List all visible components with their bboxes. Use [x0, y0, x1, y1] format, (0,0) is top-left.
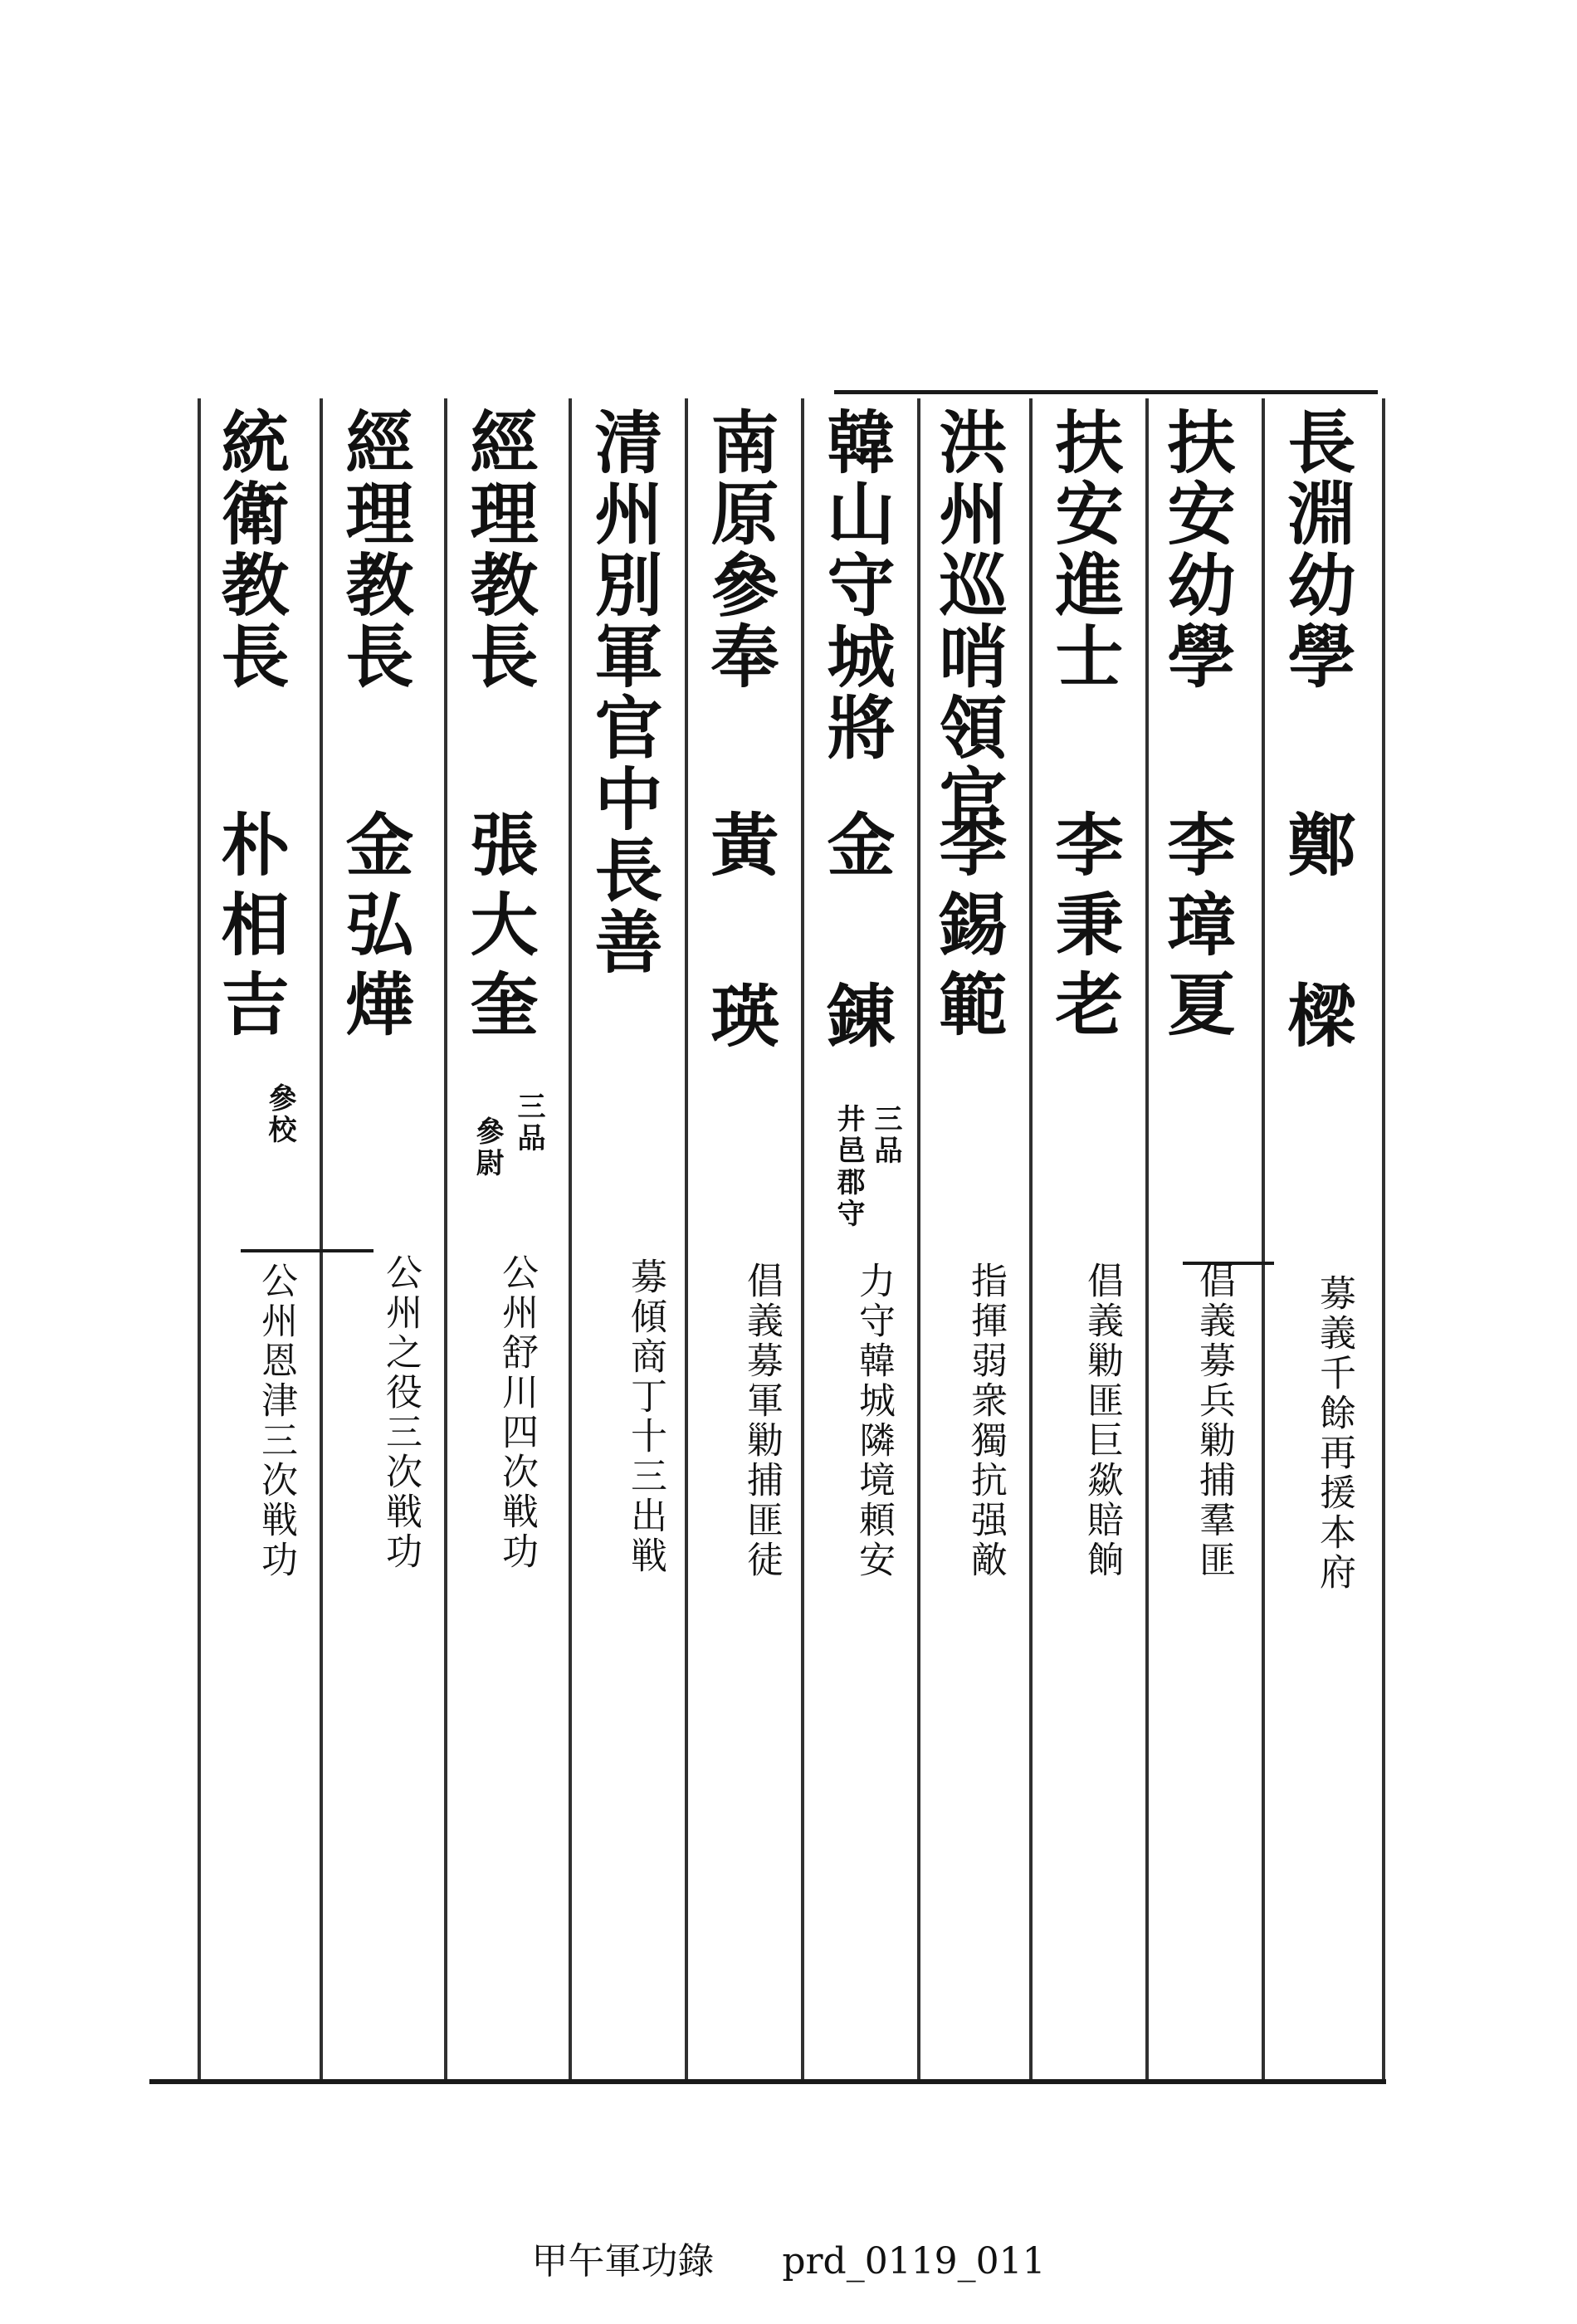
entry-1-title: 長淵幼學: [1277, 407, 1356, 692]
entry-10-office: 參校: [263, 1083, 296, 1146]
entry-2-name: 李璋夏: [1156, 809, 1236, 1048]
entry-5-rank: 三品: [869, 1104, 902, 1167]
entry-6-note: 倡義募軍勦捕匪徒: [740, 1262, 783, 1580]
page-footer: [0, 2231, 1577, 2284]
column-divider: [801, 398, 804, 2083]
entry-8-name: 張大奎: [459, 809, 539, 1048]
entry-5-title: 韓山守城將: [816, 407, 896, 764]
entry-10-name: 朴相吉: [210, 809, 290, 1048]
column-divider: [198, 398, 201, 2083]
entry-10-note: 公州恩津三次戦功: [255, 1262, 297, 1580]
bottom-border: [149, 2079, 1386, 2084]
column-divider: [917, 398, 920, 2083]
column-divider: [1382, 398, 1385, 2083]
column-divider: [320, 398, 323, 2083]
column-divider: [1029, 398, 1033, 2083]
entry-3-name: 李秉老: [1044, 809, 1124, 1048]
entry-3-title: 扶安進士: [1044, 407, 1124, 692]
entry-1-name: 鄭 樑: [1277, 809, 1356, 1060]
entry-9-name: 金弘燁: [334, 809, 414, 1048]
entry-8-note: 公州舒川四次戦功: [496, 1253, 538, 1572]
entry-3-note: 倡義勦匪巨歘賠餉: [1081, 1262, 1123, 1580]
entry-4-note: 指揮弱衆獨抗强敵: [964, 1262, 1007, 1580]
column-divider: [569, 398, 572, 2083]
entry-8-rank: 三品: [512, 1091, 545, 1155]
entry-9-note: 公州之役三次戦功: [379, 1253, 422, 1572]
entry-5-office: 井邑郡守: [832, 1104, 865, 1230]
entry-2-title: 扶安幼學: [1156, 407, 1236, 692]
entry-7-title: 清州別軍官中長善: [583, 407, 663, 978]
book-title: 甲午軍功錄: [531, 2240, 715, 2282]
entry-7-note: 募傾商丁十三出戦: [624, 1257, 666, 1576]
entry-4-title: 洪州巡哨領官: [928, 407, 1008, 835]
entry-8-title: 經理教長: [459, 407, 539, 692]
entry-5-name: 金 錬: [816, 809, 896, 1060]
entry-6-title: 南原參奉: [700, 407, 779, 692]
column-divider: [685, 398, 688, 2083]
entry-6-name: 黃 瑛: [700, 809, 779, 1060]
entry-9-title: 經理教長: [334, 407, 414, 692]
column-divider: [444, 398, 447, 2083]
note-separator: [241, 1249, 374, 1252]
entry-10-title: 統衛教長: [210, 407, 290, 692]
entry-2-note: 倡義募兵勦捕羣匪: [1193, 1262, 1235, 1580]
entry-5-note: 力守韓城隣境頼安: [852, 1262, 895, 1580]
entry-1-note: 募義千餘再援本府: [1313, 1274, 1355, 1593]
column-divider: [1145, 398, 1149, 2083]
top-border: [834, 390, 1378, 394]
entry-4-name: 李錫範: [928, 809, 1008, 1048]
page-id: prd_0119_011: [782, 2240, 1046, 2282]
entry-8-office: 參尉: [471, 1116, 504, 1179]
column-divider: [1262, 398, 1265, 2083]
